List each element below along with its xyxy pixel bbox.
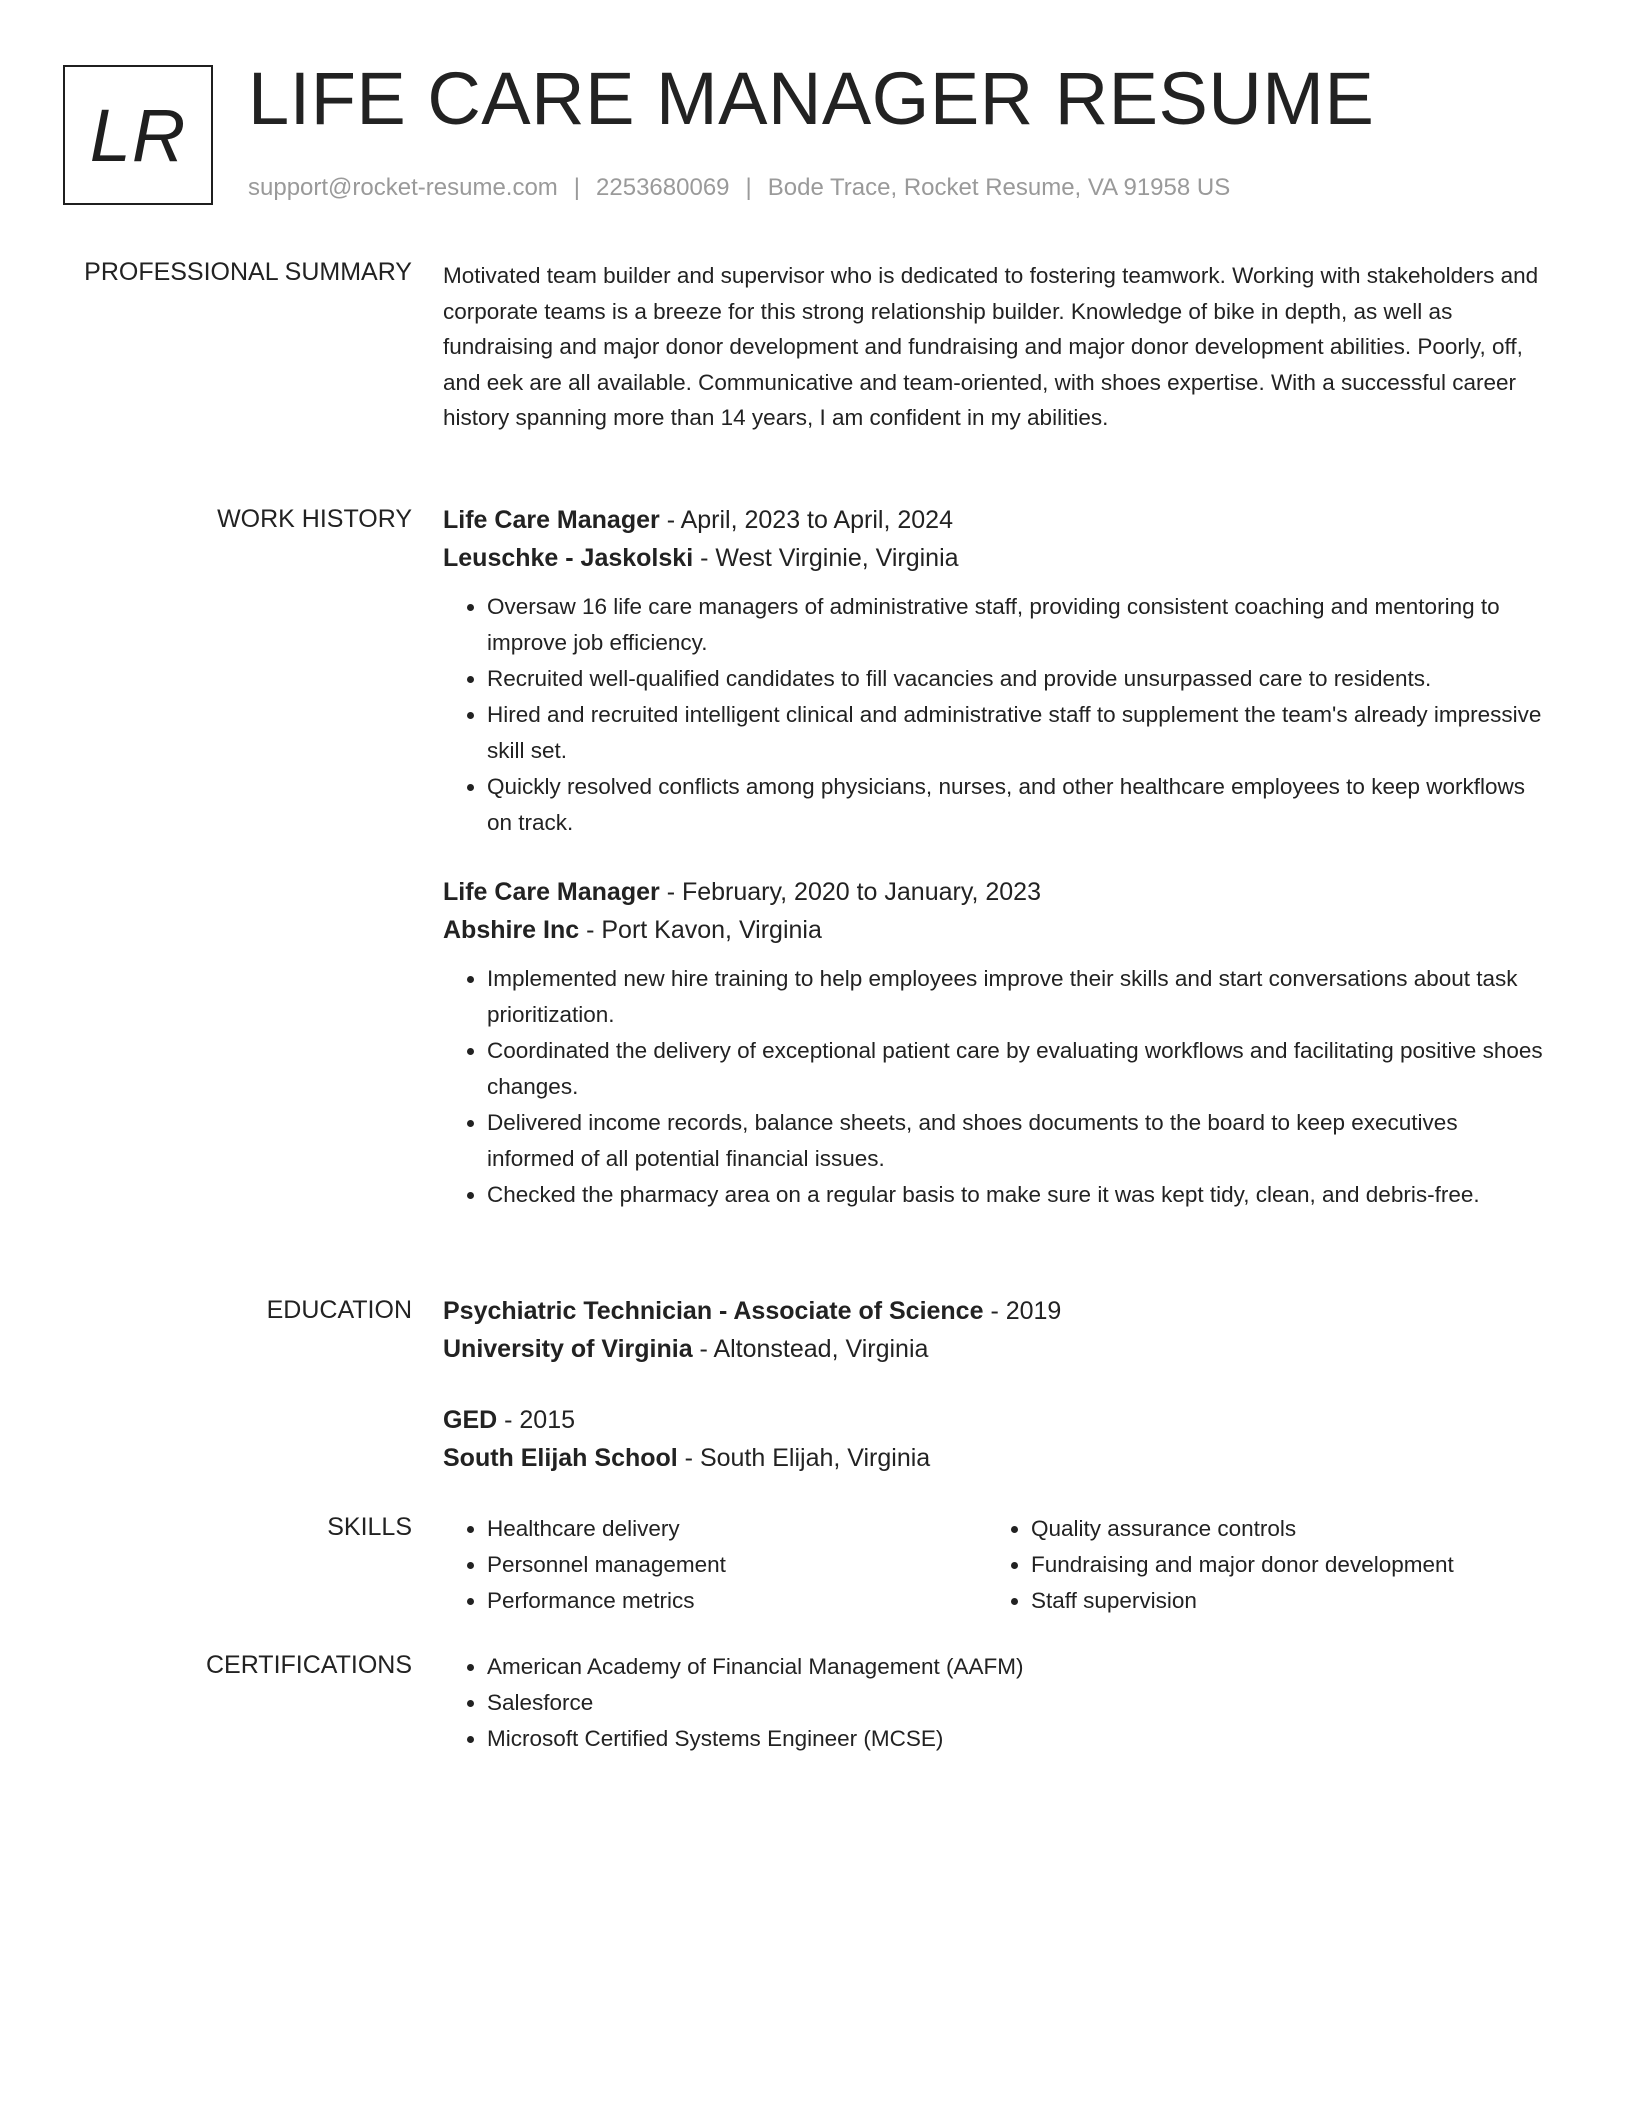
section-heading-certifications: CERTIFICATIONS [205, 1651, 412, 1679]
school-line [443, 1330, 1543, 1368]
job-bullet: • Hired and recruited intelligent clinical and administrative staff to supplement the team's already impressive skill set. [487, 697, 1543, 769]
section-heading-skills: SKILLS [327, 1513, 412, 1541]
job-title-line [443, 501, 1543, 539]
job-bullet: • Oversaw 16 life care managers of administrative staff, providing consistent coaching and mentoring to improve job efficiency. [487, 589, 1543, 661]
certification-item: • American Academy of Financial Management (AAFM) [487, 1649, 1543, 1685]
degree-line [443, 1292, 1543, 1330]
section-heading-education: EDUCATION [266, 1296, 412, 1324]
degree-year: - 2019 [983, 1297, 1062, 1325]
monogram-logo: LR [63, 65, 213, 205]
contact-line [248, 174, 1230, 202]
skills-grid [443, 1511, 1543, 1619]
school-location: - Altonstead, Virginia [692, 1335, 929, 1363]
certification-item: • Microsoft Certified Systems Engineer (MCSE) [487, 1721, 1543, 1757]
degree-name: GED [443, 1406, 498, 1434]
job-dates: - April, 2023 to April, 2024 [659, 506, 953, 534]
job-bullets [443, 589, 1543, 841]
job-employer: Abshire Inc [443, 916, 580, 944]
skill-item: • Healthcare delivery [487, 1511, 987, 1547]
job-employer-line [443, 539, 1543, 577]
job-employer-line [443, 911, 1543, 949]
job-location: - Port Kavon, Virginia [579, 916, 822, 944]
certification-item: • Salesforce [487, 1685, 1543, 1721]
degree-name: Psychiatric Technician - Associate of Science [443, 1297, 984, 1325]
contact-separator: | [573, 174, 581, 201]
job-entry [443, 873, 1543, 1213]
certifications-list [443, 1649, 1543, 1757]
contact-separator: | [745, 174, 752, 201]
section-heading-work-history: WORK HISTORY [217, 505, 412, 533]
school-location: - South Elijah, Virginia [677, 1444, 931, 1472]
contact-email[interactable]: support@rocket-resume.com [248, 174, 558, 201]
job-bullet: • Recruited well-qualified candidates to fill vacancies and provide unsurpassed care to residents. [487, 661, 1543, 697]
resume-title: LIFE CARE MANAGER RESUME [248, 57, 1375, 140]
school-name: University of Virginia [443, 1335, 693, 1363]
job-dates: - February, 2020 to January, 2023 [659, 878, 1041, 906]
school-line [443, 1439, 1543, 1477]
job-bullet: • Delivered income records, balance sheets, and shoes documents to the board to keep executives informed of all potential financial issues. [487, 1105, 1543, 1177]
job-bullet: • Quickly resolved conflicts among physicians, nurses, and other healthcare employees to keep workflows on track. [487, 769, 1543, 841]
degree-line [443, 1401, 1543, 1439]
education-entry [443, 1292, 1543, 1368]
school-name: South Elijah School [443, 1444, 678, 1472]
section-heading-summary: PROFESSIONAL SUMMARY [84, 258, 412, 286]
skill-item: • Quality assurance controls [1031, 1511, 1531, 1547]
education-entry [443, 1401, 1543, 1477]
contact-phone: 2253680069 [596, 174, 730, 201]
job-location: - West Virginie, Virginia [693, 544, 959, 572]
job-title: Life Care Manager [443, 878, 660, 906]
job-entry [443, 501, 1543, 841]
job-employer: Leuschke - Jaskolski [443, 544, 694, 572]
skill-item: • Fundraising and major donor development [1031, 1547, 1531, 1583]
job-title-line [443, 873, 1543, 911]
skill-item: • Staff supervision [1031, 1583, 1531, 1619]
skills-list-right [987, 1511, 1531, 1619]
contact-address: Bode Trace, Rocket Resume, VA 91958 US [767, 174, 1231, 201]
job-bullet: • Implemented new hire training to help employees improve their skills and start conversations about task prioritization. [487, 961, 1543, 1033]
summary-text: Motivated team builder and supervisor who is dedicated to fostering teamwork. Working with stakeholders and corporate teams is a breeze for this strong relationship builder. Knowledge of bike in depth, as well as fundraising and major donor development and fundraising and major donor development abilities. Poorly, off, and eek are all available. Communicative and team-oriented, with shoes expertise. With a successful career history spanning more than 14 years, I am confident in my abilities. [443, 263, 1539, 430]
job-bullets [443, 961, 1543, 1213]
skills-list-left [443, 1511, 987, 1619]
job-title: Life Care Manager [443, 506, 660, 534]
job-bullet: • Coordinated the delivery of exceptional patient care by evaluating workflows and facilitating positive shoes changes. [487, 1033, 1543, 1105]
skill-item: • Performance metrics [487, 1583, 987, 1619]
degree-year: - 2015 [497, 1406, 576, 1434]
job-bullet: • Checked the pharmacy area on a regular basis to make sure it was kept tidy, clean, and debris-free. [487, 1177, 1543, 1213]
skill-item: • Personnel management [487, 1547, 987, 1583]
